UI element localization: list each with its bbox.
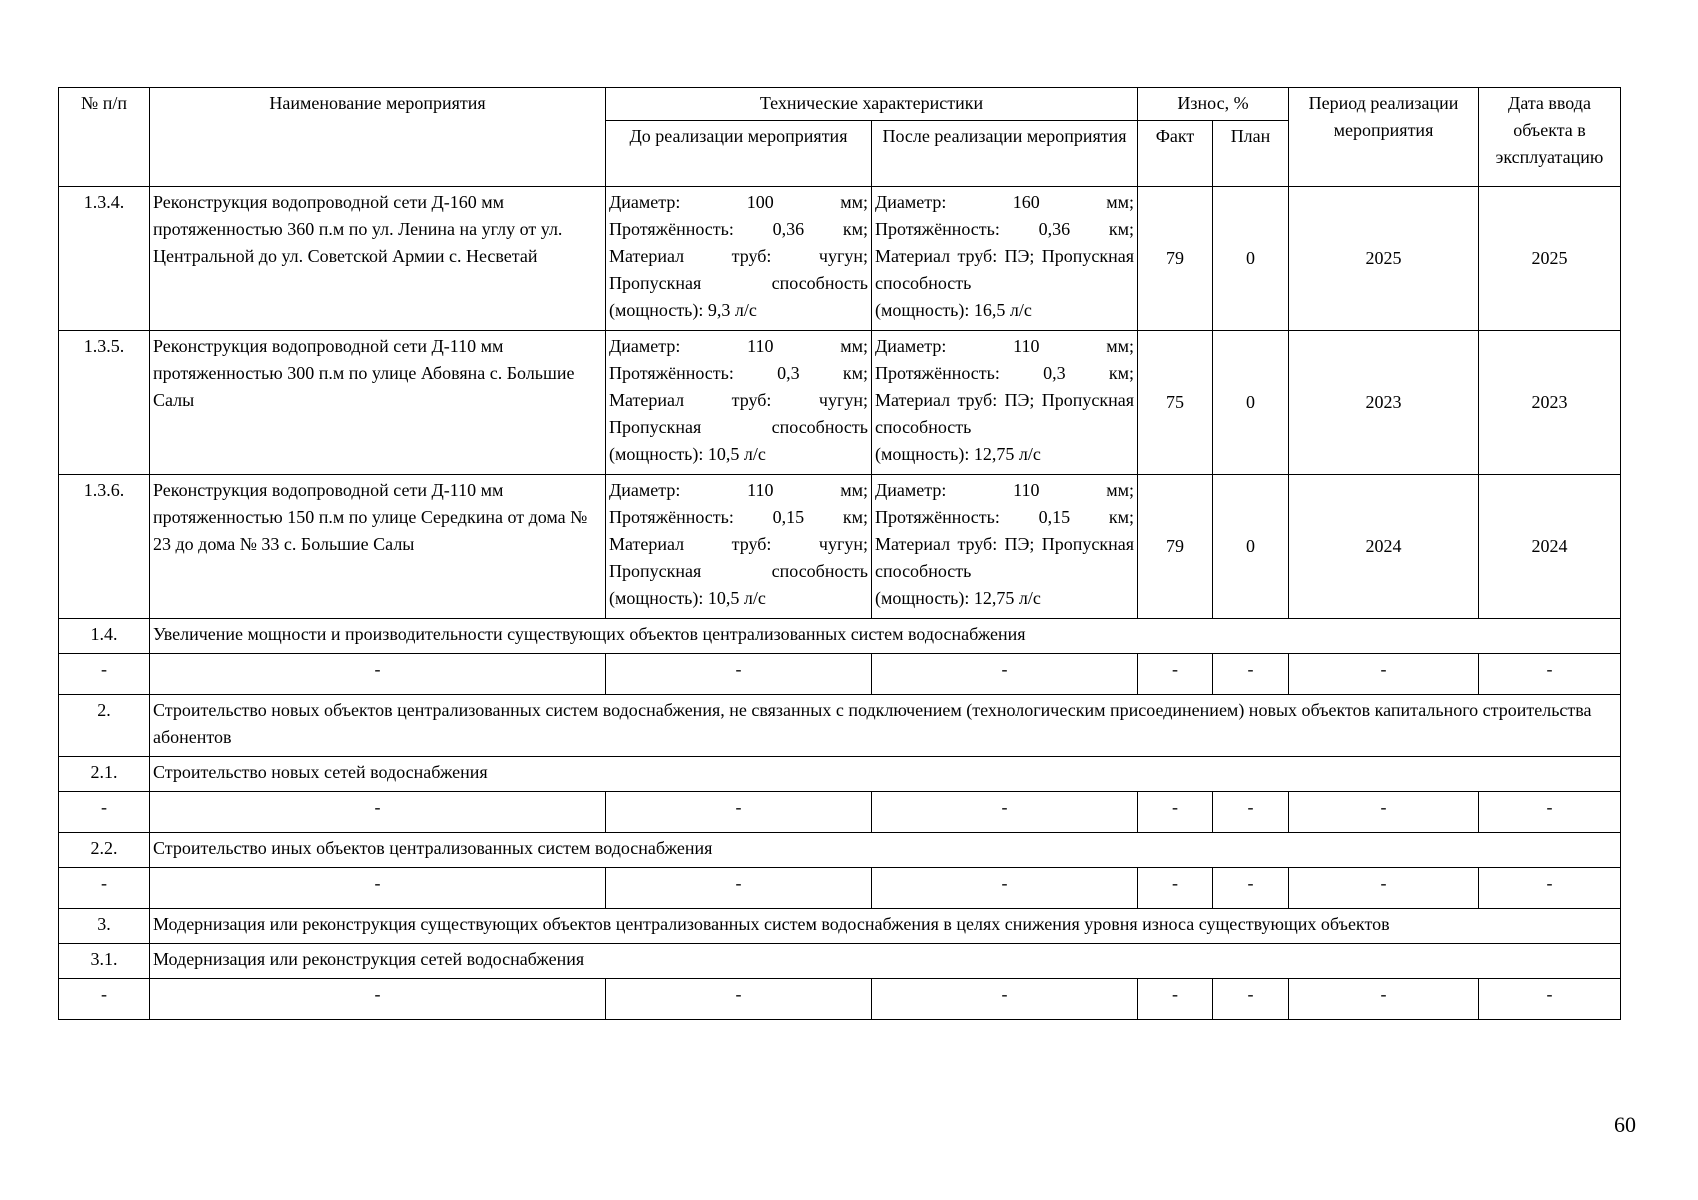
after-capacity-value: (мощность): 12,75 л/с bbox=[875, 588, 1041, 608]
dash-cell: - bbox=[872, 654, 1138, 695]
table-row bbox=[59, 475, 1621, 619]
section-num: 2.1. bbox=[59, 757, 150, 792]
dash-cell: - bbox=[1479, 792, 1621, 833]
section-title: Строительство иных объектов централизованных систем водоснабжения bbox=[150, 833, 1621, 868]
after-material: Материал труб: ПЭ; bbox=[875, 390, 1035, 410]
row-before bbox=[606, 475, 872, 619]
row-period: 2023 bbox=[1289, 331, 1479, 475]
dash-cell: - bbox=[1138, 792, 1213, 833]
row-before bbox=[606, 187, 872, 331]
row-date: 2024 bbox=[1479, 475, 1621, 619]
section-num: 2. bbox=[59, 695, 150, 757]
after-material: Материал труб: ПЭ; bbox=[875, 246, 1035, 266]
measures-table bbox=[58, 87, 1621, 1020]
row-wear-plan: 0 bbox=[1213, 331, 1289, 475]
dash-cell: - bbox=[1479, 868, 1621, 909]
before-capacity: Пропускная способность bbox=[609, 273, 868, 293]
row-after bbox=[872, 475, 1138, 619]
section-title: Модернизация или реконструкция сетей водоснабжения bbox=[150, 944, 1621, 979]
header-date: Дата ввода объекта в эксплуатацию bbox=[1479, 88, 1621, 187]
empty-row bbox=[59, 868, 1621, 909]
dash-cell: - bbox=[59, 868, 150, 909]
row-wear-fact: 79 bbox=[1138, 475, 1213, 619]
section-num: 3.1. bbox=[59, 944, 150, 979]
table-row bbox=[59, 187, 1621, 331]
after-length: Протяжённость: 0,15 км; bbox=[875, 507, 1134, 527]
section-row bbox=[59, 695, 1621, 757]
dash-cell: - bbox=[606, 654, 872, 695]
after-capacity: Пропускная способность bbox=[875, 390, 1134, 437]
row-wear-fact: 75 bbox=[1138, 331, 1213, 475]
row-after bbox=[872, 187, 1138, 331]
header-period: Период реализации мероприятия bbox=[1289, 88, 1479, 187]
dash-cell: - bbox=[1213, 868, 1289, 909]
header-wear-fact: Факт bbox=[1138, 121, 1213, 187]
section-num: 2.2. bbox=[59, 833, 150, 868]
row-name: Реконструкция водопроводной сети Д-110 мм протяженностью 150 п.м по улице Середкина от дома № 23 до дома № 33 с. Большие Салы bbox=[150, 475, 606, 619]
before-length: Протяжённость: 0,15 км; bbox=[609, 507, 868, 527]
empty-row bbox=[59, 979, 1621, 1020]
row-period: 2025 bbox=[1289, 187, 1479, 331]
dash-cell: - bbox=[1479, 654, 1621, 695]
section-row bbox=[59, 833, 1621, 868]
row-num: 1.3.5. bbox=[59, 331, 150, 475]
dash-cell: - bbox=[59, 979, 150, 1020]
row-num: 1.3.4. bbox=[59, 187, 150, 331]
dash-cell: - bbox=[1289, 979, 1479, 1020]
row-name: Реконструкция водопроводной сети Д-160 мм протяженностью 360 п.м по ул. Ленина на углу от ул. Центральной до ул. Советской Армии с. Несветай bbox=[150, 187, 606, 331]
before-capacity-value: (мощность): 9,3 л/с bbox=[609, 300, 757, 320]
after-material: Материал труб: ПЭ; bbox=[875, 534, 1035, 554]
dash-cell: - bbox=[1289, 654, 1479, 695]
before-diameter: Диаметр: 100 мм; bbox=[609, 192, 868, 212]
header-wear: Износ, % bbox=[1138, 88, 1289, 121]
dash-cell: - bbox=[606, 868, 872, 909]
row-date: 2023 bbox=[1479, 331, 1621, 475]
dash-cell: - bbox=[59, 654, 150, 695]
after-capacity: Пропускная способность bbox=[875, 534, 1134, 581]
row-after bbox=[872, 331, 1138, 475]
before-diameter: Диаметр: 110 мм; bbox=[609, 336, 868, 356]
dash-cell: - bbox=[150, 979, 606, 1020]
section-row bbox=[59, 757, 1621, 792]
dash-cell: - bbox=[606, 979, 872, 1020]
after-length: Протяжённость: 0,36 км; bbox=[875, 219, 1134, 239]
dash-cell: - bbox=[1213, 654, 1289, 695]
dash-cell: - bbox=[1289, 792, 1479, 833]
before-material: Материал труб: чугун; bbox=[609, 534, 868, 554]
dash-cell: - bbox=[1289, 868, 1479, 909]
before-length: Протяжённость: 0,36 км; bbox=[609, 219, 868, 239]
dash-cell: - bbox=[1213, 792, 1289, 833]
header-tech: Технические характеристики bbox=[606, 88, 1138, 121]
dash-cell: - bbox=[1213, 979, 1289, 1020]
dash-cell: - bbox=[150, 868, 606, 909]
section-row bbox=[59, 619, 1621, 654]
header-tech-after: После реализации мероприятия bbox=[872, 121, 1138, 187]
header-tech-before: До реализации мероприятия bbox=[606, 121, 872, 187]
before-material: Материал труб: чугун; bbox=[609, 390, 868, 410]
row-num: 1.3.6. bbox=[59, 475, 150, 619]
after-diameter: Диаметр: 110 мм; bbox=[875, 336, 1134, 356]
section-row bbox=[59, 944, 1621, 979]
dash-cell: - bbox=[1138, 979, 1213, 1020]
row-wear-plan: 0 bbox=[1213, 187, 1289, 331]
section-num: 3. bbox=[59, 909, 150, 944]
section-title: Модернизация или реконструкция существующих объектов централизованных систем водоснабжения в целях снижения уровня износа существующих объектов bbox=[150, 909, 1621, 944]
header-wear-plan: План bbox=[1213, 121, 1289, 187]
dash-cell: - bbox=[872, 792, 1138, 833]
before-diameter: Диаметр: 110 мм; bbox=[609, 480, 868, 500]
header-row-1 bbox=[59, 88, 1621, 121]
dash-cell: - bbox=[1138, 868, 1213, 909]
before-capacity: Пропускная способность bbox=[609, 417, 868, 437]
row-period: 2024 bbox=[1289, 475, 1479, 619]
row-before bbox=[606, 331, 872, 475]
dash-cell: - bbox=[606, 792, 872, 833]
section-num: 1.4. bbox=[59, 619, 150, 654]
after-capacity-value: (мощность): 16,5 л/с bbox=[875, 300, 1032, 320]
dash-cell: - bbox=[872, 868, 1138, 909]
row-wear-plan: 0 bbox=[1213, 475, 1289, 619]
before-capacity-value: (мощность): 10,5 л/с bbox=[609, 444, 766, 464]
header-name: Наименование мероприятия bbox=[150, 88, 606, 187]
section-title: Увеличение мощности и производительности существующих объектов централизованных систем водоснабжения bbox=[150, 619, 1621, 654]
dash-cell: - bbox=[150, 654, 606, 695]
dash-cell: - bbox=[59, 792, 150, 833]
header-num: № п/п bbox=[59, 88, 150, 187]
dash-cell: - bbox=[1479, 979, 1621, 1020]
row-name: Реконструкция водопроводной сети Д-110 мм протяженностью 300 п.м по улице Абовяна с. Большие Салы bbox=[150, 331, 606, 475]
dash-cell: - bbox=[1138, 654, 1213, 695]
section-title: Строительство новых сетей водоснабжения bbox=[150, 757, 1621, 792]
after-capacity-value: (мощность): 12,75 л/с bbox=[875, 444, 1041, 464]
section-row bbox=[59, 909, 1621, 944]
before-material: Материал труб: чугун; bbox=[609, 246, 868, 266]
after-capacity: Пропускная способность bbox=[875, 246, 1134, 293]
before-capacity: Пропускная способность bbox=[609, 561, 868, 581]
dash-cell: - bbox=[150, 792, 606, 833]
after-diameter: Диаметр: 110 мм; bbox=[875, 480, 1134, 500]
table-row bbox=[59, 331, 1621, 475]
dash-cell: - bbox=[872, 979, 1138, 1020]
after-length: Протяжённость: 0,3 км; bbox=[875, 363, 1134, 383]
before-length: Протяжённость: 0,3 км; bbox=[609, 363, 868, 383]
row-wear-fact: 79 bbox=[1138, 187, 1213, 331]
empty-row bbox=[59, 654, 1621, 695]
section-title: Строительство новых объектов централизованных систем водоснабжения, не связанных с подключением (технологическим присоединением) новых объектов капитального строительства абонентов bbox=[150, 695, 1621, 757]
empty-row bbox=[59, 792, 1621, 833]
before-capacity-value: (мощность): 10,5 л/с bbox=[609, 588, 766, 608]
row-date: 2025 bbox=[1479, 187, 1621, 331]
page-number: 60 bbox=[1614, 1112, 1636, 1137]
after-diameter: Диаметр: 160 мм; bbox=[875, 192, 1134, 212]
